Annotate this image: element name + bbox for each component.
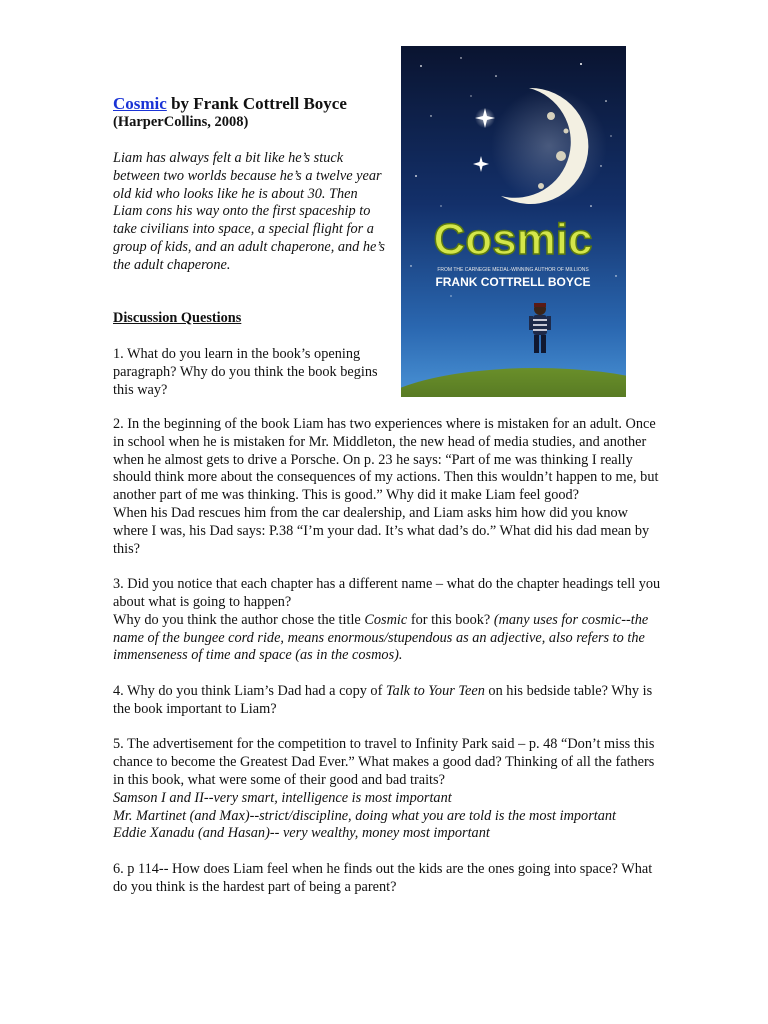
cover-author: FRANK COTTRELL BOYCE	[435, 275, 591, 289]
question-2-part-a: 2. In the beginning of the book Liam has two experiences where is mistaken for an adult. Once in school when he is mistaken for Mr. Middleton, the new head of media studies, and another when he almost gets to drive a Porsche. On p. 23 he says: “Part of me was thinking I really should think more about the consequences of my actions. Then this wouldn’t happen to me, but another part of me was thinking. This is good.” Why did it make Liam feel good?	[113, 416, 659, 504]
question-5-note-2: Mr. Martinet (and Max)--strict/discipline, doing what you are told is the most important	[113, 807, 616, 824]
book-title-link[interactable]: Cosmic	[113, 94, 167, 113]
question-4	[113, 683, 661, 719]
question-3	[113, 576, 661, 665]
question-5	[113, 736, 661, 843]
book-cover-image	[401, 46, 626, 397]
question-1: 1. What do you learn in the book’s opening paragraph? Why do you think the book begins this way?	[113, 346, 378, 398]
cover-tagline: FROM THE CARNEGIE MEDAL-WINNING AUTHOR OF MILLIONS	[437, 267, 589, 273]
question-4-title: Talk to Your Teen	[385, 682, 485, 699]
question-2-part-b: When his Dad rescues him from the car dealership, and Liam asks him how did you know where I was, his Dad says: P.38 “I’m your dad. It’s what dad’s do.” What did his dad mean by this?	[113, 504, 650, 557]
book-summary: Liam has always felt a bit like he’s stuck between two worlds because he’s a twelve year old kid who looks like he is about 30. Then Liam cons his way onto the first spaceship to take civilians into space, a special flight for a group of kids, and an adult chaperone, and he’s the adult chaperone.	[113, 150, 385, 273]
question-2	[113, 416, 661, 558]
question-6: 6. p 114-- How does Liam feel when he finds out the kids are the ones going into space? What do you think is the hardest part of being a parent?	[113, 860, 653, 895]
question-3-text: for this book?	[407, 611, 494, 628]
question-3-title: Cosmic	[364, 611, 408, 628]
question-5-note-1: Samson I and II--very smart, intelligence is most important	[113, 789, 452, 806]
discussion-heading: Discussion Questions	[113, 310, 242, 326]
cover-title: Cosmic	[433, 215, 593, 264]
question-5-text: 5. The advertisement for the competition to travel to Infinity Park said – p. 48 “Don’t miss this chance to become the Greatest Dad Ever.” What makes a good dad? Thinking of all the fathers in this book, what were some of their good and bad traits?	[113, 736, 655, 788]
question-3-part-a: 3. Did you notice that each chapter has a different name – what do the chapter headings tell you about what is going to happen?	[113, 576, 661, 610]
publisher-line: (HarperCollins, 2008)	[113, 114, 249, 130]
question-4-text-end: on his bedside table? Why is the book important to Liam?	[113, 682, 653, 717]
question-3-note: (many uses for cosmic--the name of the bungee cord ride, means enormous/stupendous as an adjective, also refers to the immenseness of time and space (as in the cosmos).	[113, 611, 649, 664]
book-title	[113, 94, 347, 114]
book-author: by Frank Cottrell Boyce	[166, 94, 347, 113]
question-5-note-3: Eddie Xanadu (and Hasan)-- very wealthy, money most important	[113, 825, 490, 842]
question-3-part-b: Why do you think the author chose the title	[113, 611, 365, 628]
question-4-text: 4. Why do you think Liam’s Dad had a copy of	[113, 682, 386, 699]
questions-body	[113, 416, 661, 897]
